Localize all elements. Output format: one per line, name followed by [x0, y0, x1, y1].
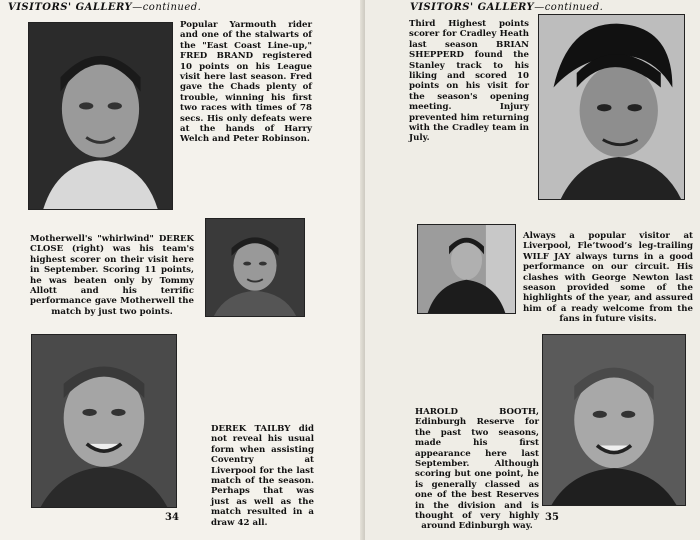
- caption-fred-brand: Popular Yarmouth rider and one of the stalwarts of the "East Coast Line-up," FRED BRAND registered 10 points on his League visit here last season. Fred gave the Chads plenty of trouble, winning his first two races with times of 78 secs. His only defeats were at the hands of Harry Welch and Peter Robinson.: [180, 20, 312, 145]
- running-head-suffix: —continued.: [132, 2, 202, 13]
- photo-brian-shepperd: [538, 14, 685, 200]
- photo-derek-tailby: [31, 334, 177, 508]
- running-head-title: VISITORS' GALLERY: [8, 2, 133, 13]
- running-head-right: [410, 2, 603, 13]
- portrait-icon: [418, 225, 515, 313]
- caption-derek-close: Motherwell's "whirlwind" DEREK CLOSE (right) was his team's highest scorer on their visit here in September. Scoring 11 points, he was beaten only by Tommy Allott and his terrific performance gave Motherwell the match by just two points.: [30, 234, 194, 317]
- caption-wilf-jay: Always a popular visitor at Liverpool, Fle’twood’s leg-trailing WILF JAY always turns in a good performance on our circuit. His clashes with George Newton last season provided some of the highlights of the year, and assured him of a ready welcome from the fans in future visits.: [523, 231, 693, 325]
- photo-wilf-jay: [417, 224, 516, 314]
- photo-fred-brand: [28, 22, 173, 210]
- caption-harold-booth: HAROLD BOOTH, Edinburgh Reserve for the past two seasons, made his first appearance here last September. Although scoring but one point, he is generally classed as one of the best Reserves in the division and is thought of very highly around Edinburgh way.: [415, 407, 539, 532]
- right-page: [365, 0, 700, 540]
- portrait-icon: [539, 15, 684, 199]
- photo-derek-close: [205, 218, 305, 317]
- photo-harold-booth: [542, 334, 686, 506]
- running-head-suffix: —continued.: [534, 2, 604, 13]
- page-number-right: 35: [545, 512, 559, 523]
- running-head-left: [8, 2, 201, 13]
- portrait-icon: [32, 335, 176, 507]
- caption-brian-shepperd: Third Highest points scorer for Cradley Heath last season BRIAN SHEPPERD found the Stanley track to his liking and scored 10 points on his visit for the season's opening meeting. Injury prevented him returning with the Cradley team in July.: [409, 19, 529, 144]
- portrait-icon: [29, 23, 172, 209]
- portrait-icon: [206, 219, 304, 316]
- portrait-icon: [543, 335, 685, 505]
- running-head-title: VISITORS' GALLERY: [410, 2, 535, 13]
- caption-derek-tailby: DEREK TAILBY did not reveal his usual form when assisting Coventry at Liverpool for the last match of the season. Perhaps that was just as well as the match resulted in a draw 42 all.: [211, 424, 314, 528]
- page-number-left: 34: [165, 512, 179, 523]
